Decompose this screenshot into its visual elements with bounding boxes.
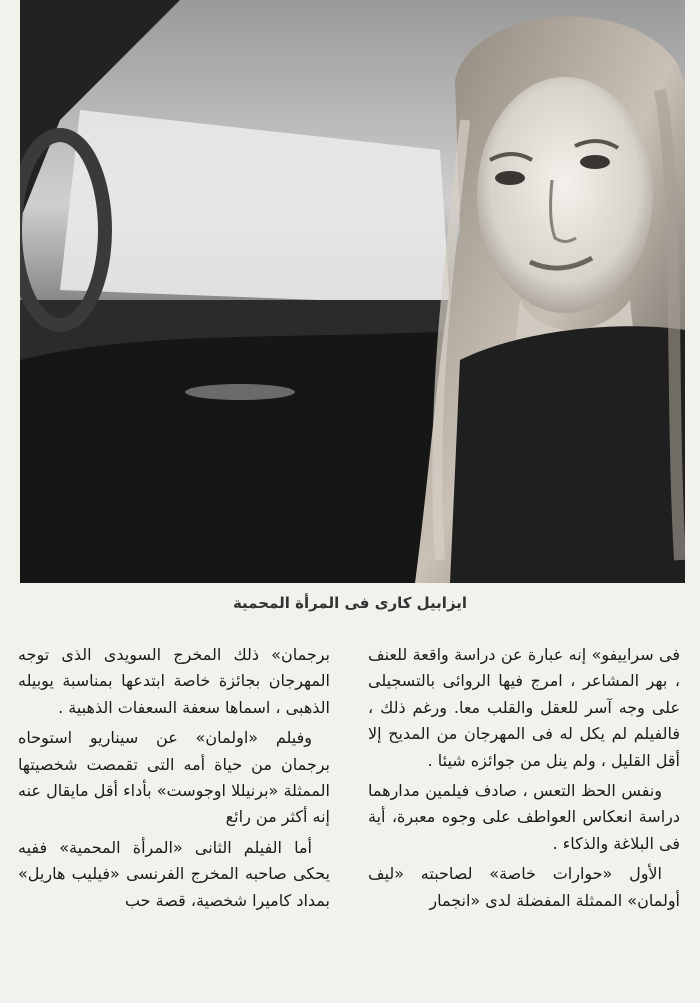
paragraph: أما الفيلم الثانى «المرأة المحمية» ففيه يحكى صاحبه المخرج الفرنسى «فيليب هاريل» بمداد كاميرا شخصية، قصة حب [18, 837, 330, 910]
paragraph: برجمان» ذلك المخرج السويدى الذى توجه المهرجان بجائزة خاصة ابتدعها بمناسبة يوبيله الذهبى ، اسماها سعفة السعفات الذهبية . [18, 645, 330, 717]
paragraph: فى سراييفو» إنه عبارة عن دراسة واقعة للعنف ، بهر المشاعر ، امرج فيها الروائى بالتسجيلى على وجه آسر للعقل والقلب معا. ورغم ذلك ، فالفيلم لم يكل له فى المهرجان من المديح إلا أقل القليل ، ولم ينل من جوائزه شيئا . [368, 645, 680, 770]
article-column-left [18, 642, 330, 1003]
paragraph: الأول «حوارات خاصة» لصاحبته «ليف أولمان» الممثلة المفضلة لدى «انجمار [368, 864, 680, 910]
portrait-photo [20, 0, 685, 583]
photo-illustration [20, 0, 685, 583]
article-column-right [368, 642, 680, 1003]
paragraph: وفيلم «اولمان» عن سيناريو استوحاه برجمان من حياة أمه التى تقمصت شخصيتها الممثلة «برنيللا اوجوست» بأداء أقل مايقال عنه إنه أكثر من رائع [18, 728, 330, 827]
photo-caption: ايزابيل كارى فى المرأة المحمية [232, 594, 468, 612]
paragraph: ونفس الحظ التعس ، صادف فيلمين مدارهما دراسة انعكاس العواطف على وجوه معبرة، أية فى البلاغة والذكاء . [368, 781, 680, 853]
article-columns [0, 642, 700, 1003]
